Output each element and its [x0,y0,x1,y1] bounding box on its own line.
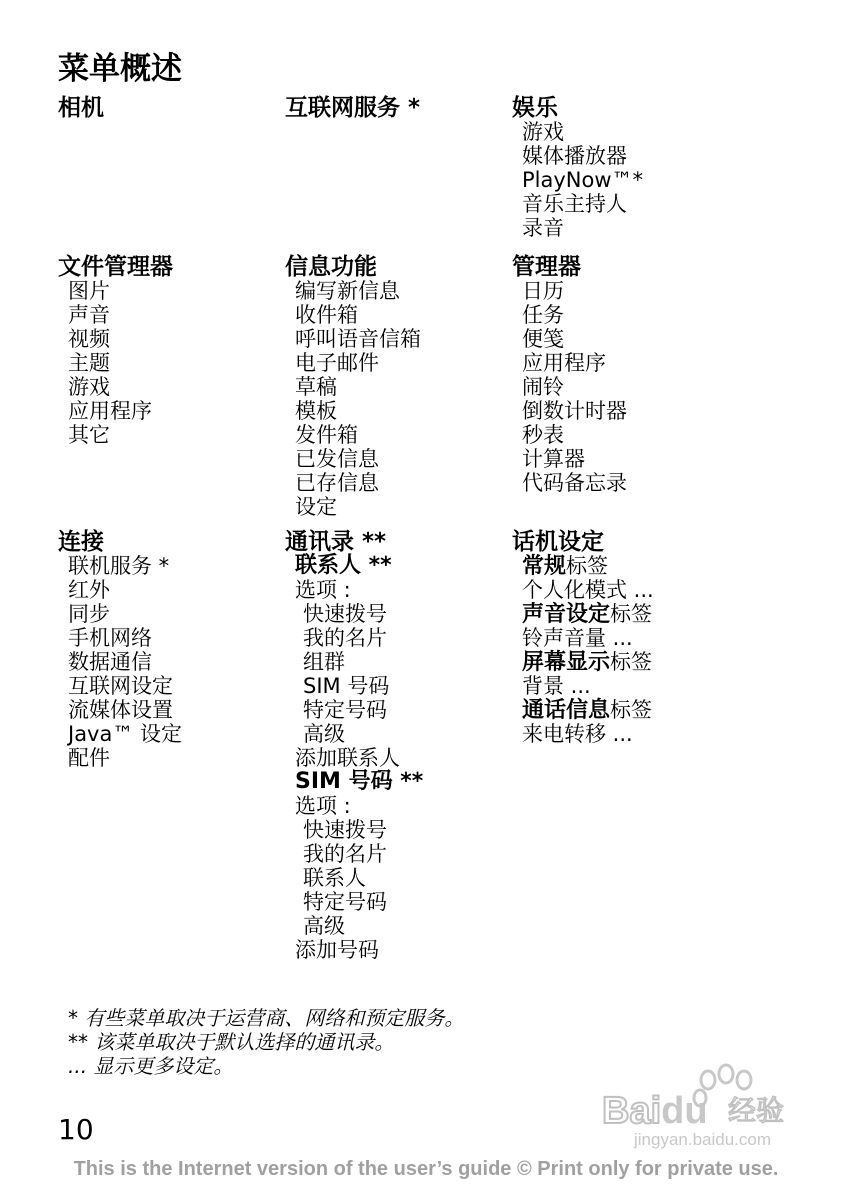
list-item: 流媒体设置 [68,698,173,722]
list-item: 铃声音量 ... [522,626,633,650]
tab-name: 常规 [522,554,567,579]
list-item: 高级 [303,914,345,938]
list-item: 秒表 [522,423,564,447]
list-item: 手机网络 [68,626,152,650]
watermark-url: jingyan.baidu.com [633,1130,772,1149]
list-item: 联系人 [303,866,366,890]
list-item: 游戏 [68,375,110,399]
list-item: 高级 [303,722,345,746]
list-item: 视频 [68,327,110,351]
list-item: 我的名片 [303,842,387,866]
page-title: 菜单概述 [58,51,182,87]
tab-suffix: 标签 [610,602,653,626]
connectivity-heading: 连接 [58,529,104,555]
watermark-logo-text: Baidu [602,1090,708,1132]
list-item: 代码备忘录 [522,471,627,495]
list-item: 联机服务 * [68,554,170,578]
list-item: 媒体播放器 [522,144,627,168]
list-item: 已发信息 [295,447,379,471]
connectivity-section [58,530,182,770]
footnote: ... 显示更多设定。 [68,1054,234,1078]
list-item: 数据通信 [68,650,152,674]
list-item: 便笺 [522,327,564,351]
options-label: 选项 : [295,578,351,602]
tab-name: 通话信息 [522,698,611,723]
messaging-heading: 信息功能 [285,254,377,280]
list-item: 个人化模式 ... [522,578,654,602]
contacts-section [285,530,423,962]
list-item: 音乐主持人 [522,192,627,216]
list-item: 模板 [295,399,337,423]
camera-section [58,96,104,120]
list-item: 设定 [295,495,337,519]
settings-section [512,530,654,746]
tab-suffix: 标签 [610,650,653,674]
footnotes [68,1006,464,1078]
list-item: 发件箱 [295,423,358,447]
list-item: Java™ 设定 [68,722,183,746]
list-item: 特定号码 [303,698,387,722]
list-item: 配件 [68,746,110,770]
list-item: SIM 号码 [303,674,390,698]
contacts-heading: 通讯录 ** [285,529,387,555]
settings-tab-calls [512,698,654,722]
list-item: 草稿 [295,375,337,399]
list-item: 背景 ... [522,674,591,698]
list-item: 主题 [68,351,110,375]
internet-section [285,96,420,120]
list-item: PlayNow™* [522,168,644,192]
list-item: 快速拨号 [303,818,387,842]
list-item: 游戏 [522,120,564,144]
tab-suffix: 标签 [566,554,609,578]
list-item: 录音 [522,216,564,240]
list-item: 互联网设定 [68,674,173,698]
list-item: 计算器 [522,447,585,471]
sim-subheading: SIM 号码 ** [295,769,424,794]
list-item: 电子邮件 [295,351,379,375]
list-item: 应用程序 [68,399,152,423]
organizer-section [512,255,627,495]
contacts-subheading: 联系人 ** [295,553,392,578]
list-item: 我的名片 [303,626,387,650]
list-item: 日历 [522,279,564,303]
list-item: 倒数计时器 [522,399,627,423]
camera-heading: 相机 [58,95,104,121]
file-manager-section [58,255,173,447]
footnote: * 有些菜单取决于运营商、网络和预定服务。 [68,1006,465,1030]
footer-disclaimer: This is the Internet version of the user’s guide © Print only for private use. [73,1158,779,1180]
list-item: 呼叫语音信箱 [295,327,421,351]
settings-heading: 话机设定 [512,529,604,555]
list-item: 闹铃 [522,375,564,399]
list-item: 添加号码 [295,938,379,962]
list-item: 快速拨号 [303,602,387,626]
tab-name: 声音设定 [522,602,611,627]
settings-tab-sounds [512,602,654,626]
list-item: 声音 [68,303,110,327]
entertainment-heading: 娱乐 [512,95,558,121]
file-manager-heading: 文件管理器 [58,254,173,280]
page-number: 10 [58,1113,94,1146]
list-item: 收件箱 [295,303,358,327]
list-item: 编写新信息 [295,279,400,303]
list-item: 同步 [68,602,110,626]
list-item: 任务 [522,303,564,327]
svg-text:经验: 经验 [728,1094,785,1127]
list-item: 红外 [68,578,110,602]
organizer-heading: 管理器 [512,254,581,280]
footnote: ** 该菜单取决于默认选择的通讯录。 [68,1030,395,1054]
list-item: 应用程序 [522,351,606,375]
settings-tab-general [512,554,654,578]
list-item: 其它 [68,423,110,447]
entertainment-section [512,96,643,240]
messaging-section [285,255,421,519]
tab-suffix: 标签 [610,698,653,722]
settings-tab-display [512,650,654,674]
internet-heading: 互联网服务 * [285,95,421,121]
list-item: 来电转移 ... [522,722,633,746]
tab-name: 屏幕显示 [522,650,611,675]
list-item: 组群 [303,650,345,674]
list-item: 图片 [68,279,110,303]
options-label: 选项 : [295,794,351,818]
list-item: 已存信息 [295,471,379,495]
list-item: 特定号码 [303,890,387,914]
list-item: 添加联系人 [295,746,400,770]
